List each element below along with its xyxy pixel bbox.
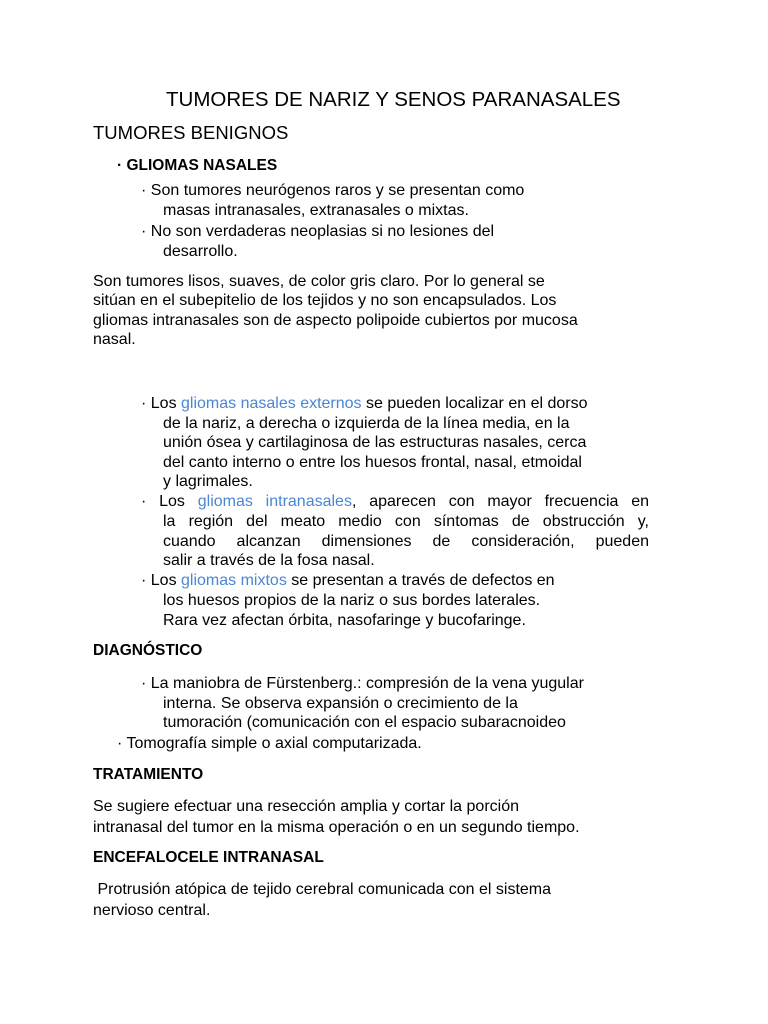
bullet-line: de la nariz, a derecha o izquierda de la línea media, en la bbox=[163, 415, 570, 432]
paragraph-line: Son tumores lisos, suaves, de color gris claro. Por lo general se bbox=[93, 273, 545, 290]
section-heading-benignos: TUMORES BENIGNOS bbox=[93, 122, 289, 143]
bullet-gliomas-intranasales bbox=[141, 492, 649, 512]
bullet-line: Rara vez afectan órbita, nasofaringe y bucofaringe. bbox=[163, 612, 526, 629]
highlight-term: gliomas intranasales bbox=[197, 493, 352, 510]
bullet-line: los huesos propios de la nariz o sus bordes laterales. bbox=[163, 592, 541, 609]
bullet-line: · La maniobra de Fürstenberg.: compresión de la vena yugular bbox=[141, 675, 584, 692]
subheading-gliomas-nasales: · GLIOMAS NASALES bbox=[117, 157, 278, 174]
document-title: TUMORES DE NARIZ Y SENOS PARANASALES bbox=[166, 88, 621, 111]
bullet-gliomas-externos bbox=[141, 394, 587, 414]
bullet-line: del canto interno o entre los huesos frontal, nasal, etmoidal bbox=[163, 454, 582, 471]
bullet-line: · No son verdaderas neoplasias si no lesiones del bbox=[141, 223, 495, 240]
bullet-suffix: se presentan a través de defectos en bbox=[286, 572, 555, 589]
paragraph-line: nervioso central. bbox=[93, 902, 211, 919]
paragraph-line: Se sugiere efectuar una resección amplia y cortar la porción bbox=[93, 798, 519, 815]
bullet-line: desarrollo. bbox=[163, 243, 238, 260]
bullet-line: cuando alcanzan dimensiones de consideración, pueden bbox=[163, 533, 649, 550]
bullet-prefix: · Los bbox=[141, 395, 182, 412]
bullet-line: salir a través de la fosa nasal. bbox=[163, 552, 375, 569]
paragraph-line: nasal. bbox=[93, 331, 136, 348]
section-heading-tratamiento: TRATAMIENTO bbox=[93, 766, 204, 783]
bullet-suffix: , aparecen con mayor frecuencia en bbox=[351, 493, 649, 510]
section-heading-encefalocele: ENCEFALOCELE INTRANASAL bbox=[93, 849, 324, 866]
section-heading-diagnostico: DIAGNÓSTICO bbox=[93, 642, 203, 659]
bullet-line: tumoración (comunicación con el espacio subaracnoideo bbox=[163, 714, 566, 731]
paragraph-line: gliomas intranasales son de aspecto polipoide cubiertos por mucosa bbox=[93, 312, 578, 329]
bullet-line: masas intranasales, extranasales o mixtas. bbox=[163, 202, 469, 219]
bullet-line: · Tomografía simple o axial computarizada. bbox=[117, 735, 422, 752]
bullet-line: · Son tumores neurógenos raros y se presentan como bbox=[141, 182, 525, 199]
bullet-prefix: · Los bbox=[141, 493, 198, 510]
bullet-prefix: · Los bbox=[141, 572, 182, 589]
bullet-suffix: se pueden localizar en el dorso bbox=[361, 395, 588, 412]
highlight-term: gliomas mixtos bbox=[181, 572, 287, 589]
bullet-line: y lagrimales. bbox=[163, 473, 253, 490]
bullet-line: unión ósea y cartilaginosa de las estructuras nasales, cerca bbox=[163, 434, 587, 451]
bullet-line: interna. Se observa expansión o crecimiento de la bbox=[163, 695, 518, 712]
paragraph-line: sitúan en el subepitelio de los tejidos y no son encapsulados. Los bbox=[93, 292, 557, 309]
bullet-line: la región del meato medio con síntomas de obstrucción y, bbox=[163, 513, 649, 530]
highlight-term: gliomas nasales externos bbox=[181, 395, 362, 412]
paragraph-line: Protrusión atópica de tejido cerebral comunicada con el sistema bbox=[93, 881, 552, 898]
bullet-gliomas-mixtos bbox=[141, 571, 555, 591]
paragraph-line: intranasal del tumor en la misma operación o en un segundo tiempo. bbox=[93, 819, 580, 836]
